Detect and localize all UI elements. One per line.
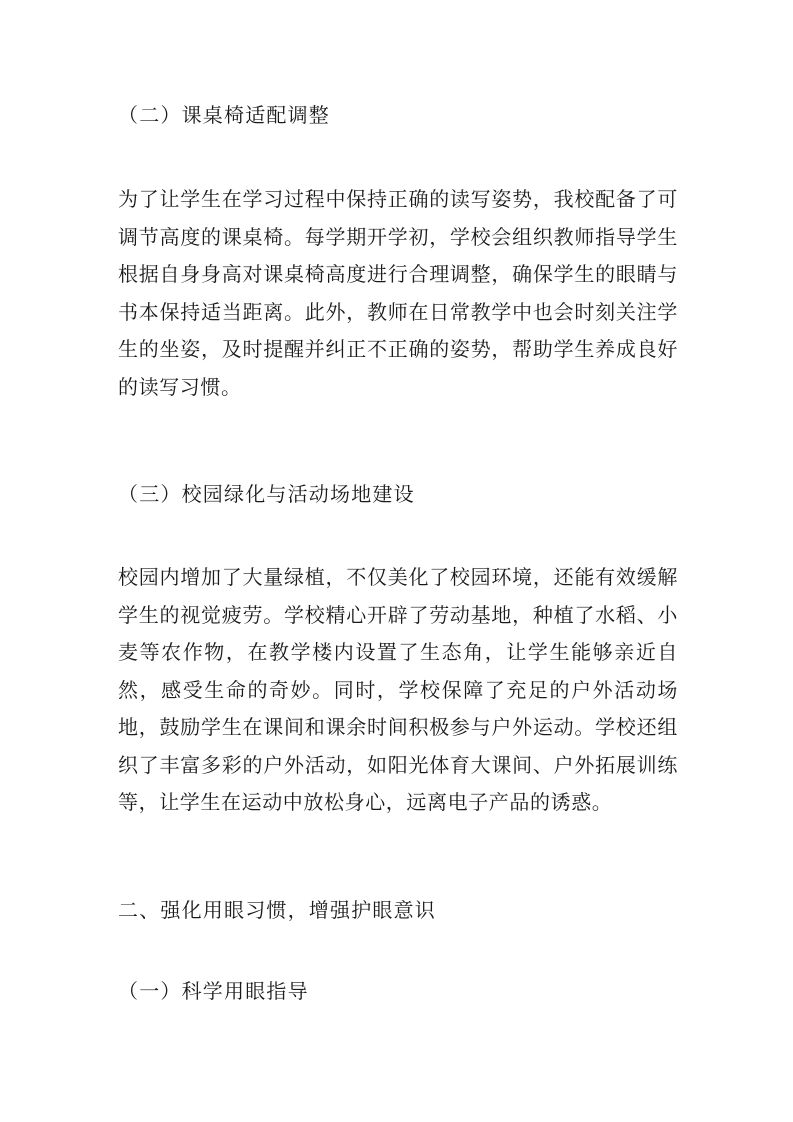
subsection-heading-campus-greening: （三）校园绿化与活动场地建设	[118, 482, 415, 506]
section-heading-eye-habits: 二、强化用眼习惯，增强护眼意识	[118, 898, 436, 922]
subsection-heading-desk-chair-adjustment: （二）课桌椅适配调整	[118, 103, 330, 127]
paragraph-campus-greening: 校园内增加了大量绿植，不仅美化了校园环境，还能有效缓解学生的视觉疲劳。学校精心开辟了劳动基地，种植了水稻、小麦等农作物，在教学楼内设置了生态角，让学生能够亲近自然，感受生命的奇妙。同时，学校保障了充足的户外活动场地，鼓励学生在课间和课余时间积极参与户外运动。学校还组织了丰富多彩的户外活动，如阳光体育大课间、户外拓展训练等，让学生在运动中放松身心，远离电子产品的诱惑。	[118, 565, 678, 814]
subsection-heading-scientific-eye-use: （一）科学用眼指导	[118, 979, 309, 1003]
paragraph-desk-chair-adjustment: 为了让学生在学习过程中保持正确的读写姿势，我校配备了可调节高度的课桌椅。每学期开学初，学校会组织教师指导学生根据自身身高对课桌椅高度进行合理调整，确保学生的眼睛与书本保持适当距离。此外，教师在日常教学中也会时刻关注学生的坐姿，及时提醒并纠正不正确的姿势，帮助学生养成良好的读写习惯。	[118, 187, 678, 399]
